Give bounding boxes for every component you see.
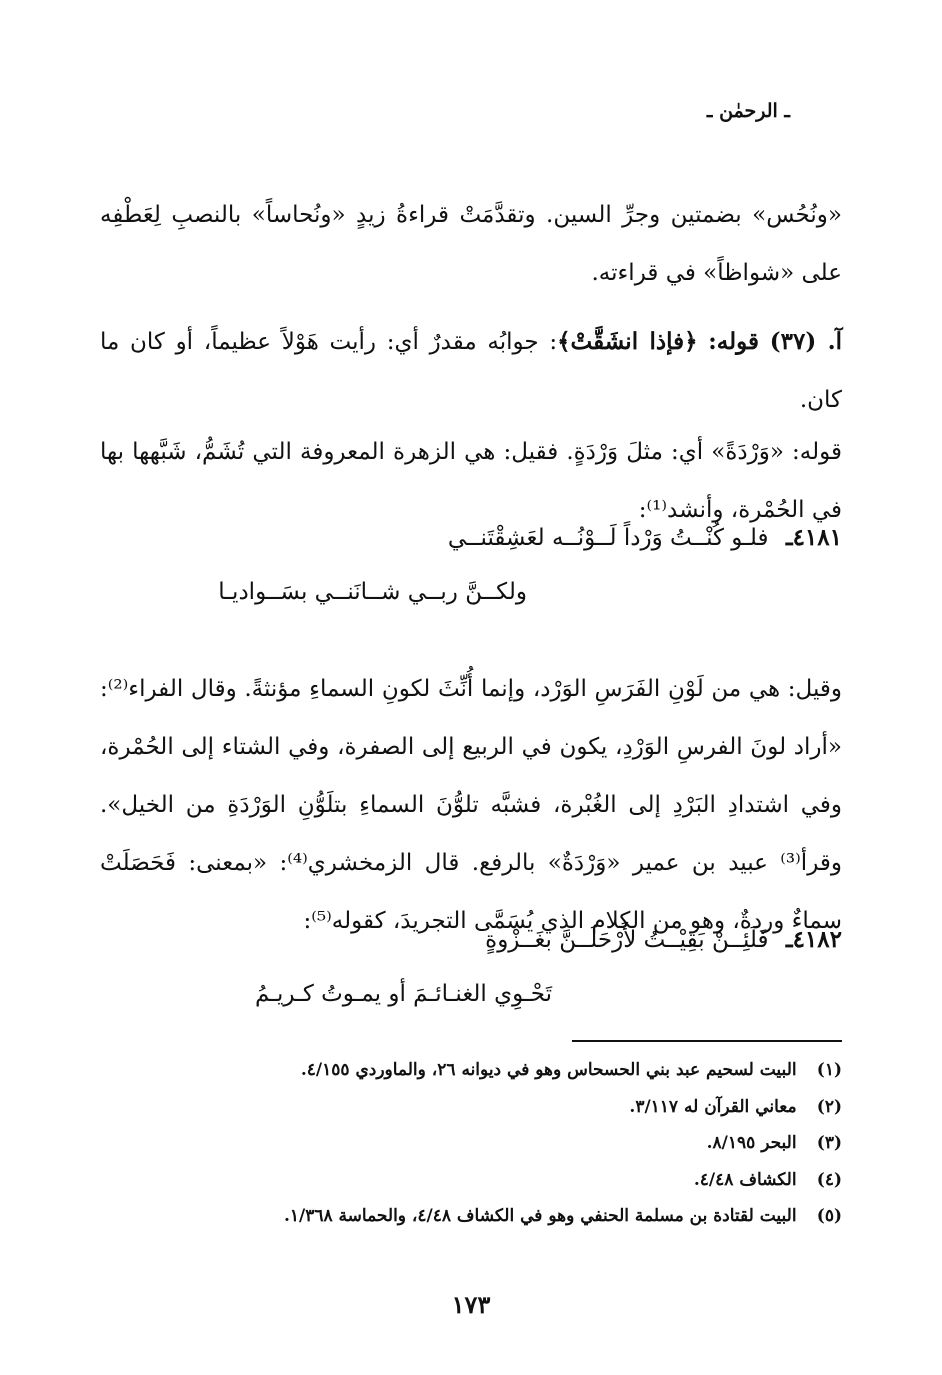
page-number: ١٧٣ bbox=[451, 1290, 491, 1319]
ayah-quote: ﴿فإذا انشَقَّتْ﴾ bbox=[557, 328, 698, 355]
footnote-text: الكشاف ٤/٤٨. bbox=[693, 1169, 797, 1190]
verse-4181-line-2: ولكــنَّ ربــي شــانَنــي بسَــواديـا bbox=[218, 579, 527, 605]
paragraph-4: وقيل: هي من لَوْنِ الفَرَسِ الوَرْد، وإنما أُنِّثَ لكونِ السماءِ مؤنثةً. وقال الفراء⁽²⁾: «أراد لونَ الفرسِ الوَرْدِ، يكون في الربيع إلى الصفرة، وفي الشتاء إلى الحُمْرة، وفي اشتدادِ البَرْدِ إلى الغُبْرة، فشبَّه تلوُّنَ السماءِ بتلَوُّنِ الوَرْدَةِ من الخيل». وقرأ⁽³⁾ عبيد بن عمير «وَرْدَةٌ» بالرفع. قال الزمخشري⁽⁴⁾: «بمعنى: فَحَصَلَتْ سماءٌ وردةٌ، وهو من الكلام الذي يُسَمَّى التجريدَ، كقوله⁽⁵⁾: bbox=[100, 676, 842, 934]
verse-number: ٤١٨١ـ bbox=[785, 524, 842, 551]
verse-hemistich: فلـو كُنْــتُ وَرْداً لَــوْنُــه لعَشِقْتَنــي bbox=[447, 525, 769, 551]
footnote-item bbox=[100, 1198, 842, 1235]
verse-number: ٤١٨٢ـ bbox=[785, 926, 842, 953]
ayah-lead: قوله: bbox=[708, 328, 760, 355]
footnote-number: (٢) bbox=[816, 1096, 842, 1117]
footnotes-list bbox=[100, 1052, 842, 1235]
footnote-number: (١) bbox=[816, 1060, 842, 1080]
verse-hemistich: فَلَئِــنْ بَقِيْــتُ لأَرْحَلَــنَّ بغَــزْوةٍ bbox=[485, 927, 769, 953]
footnote-number: (٥) bbox=[816, 1206, 842, 1226]
verse-4181-line-1 bbox=[448, 518, 842, 558]
footnote-text: معاني القرآن له ٣/١١٧. bbox=[629, 1096, 797, 1117]
ayah-number: آ. (٣٧) bbox=[769, 328, 843, 355]
footnote-number: (٣) bbox=[816, 1133, 842, 1153]
footnote-item bbox=[100, 1162, 842, 1199]
paragraph-3: قوله: «وَرْدَةً» أي: مثلَ وَرْدَةٍ. فقيل: هي الزهرة المعروفة التي تُشَمُّ، شَبَّهها بها في الحُمْرة، وأنشد⁽¹⁾: bbox=[100, 439, 842, 523]
footnote-item bbox=[100, 1125, 842, 1162]
running-header: ـ الرحمٰن ـ bbox=[706, 100, 790, 122]
paragraph-2 bbox=[100, 313, 842, 429]
footnote-item bbox=[100, 1089, 842, 1126]
paragraph-1: «ونُحُس» بضمتين وجرِّ السين. وتقدَّمَتْ قراءةُ زيدٍ «ونُحاساً» بالنصبِ لِعَطْفِه على «شواظاً» في قراءته. bbox=[100, 202, 842, 286]
footnote-text: البيت لسحيم عبد بني الحسحاس وهو في ديوانه ٢٦، والماوردي ٤/١٥٥. bbox=[300, 1060, 797, 1080]
verse-4182-line-1 bbox=[485, 920, 842, 960]
paragraph-2-text: : جوابُه مقدرٌ أي: رأيت هَوْلاً عظيماً، أو كان ما كان. bbox=[100, 329, 842, 413]
footnote-separator bbox=[572, 1040, 842, 1042]
footnote-text: البحر ٨/١٩٥. bbox=[706, 1133, 797, 1153]
footnote-text: البيت لقتادة بن مسلمة الحنفي وهو في الكشاف ٤/٤٨، والحماسة ١/٣٦٨. bbox=[283, 1206, 797, 1226]
footnote-item bbox=[100, 1052, 842, 1089]
verse-4182-line-2: تَحْـوِي الغنـائـمَ أو يمـوتُ كـريـمُ bbox=[254, 981, 552, 1007]
footnote-number: (٤) bbox=[816, 1169, 842, 1190]
